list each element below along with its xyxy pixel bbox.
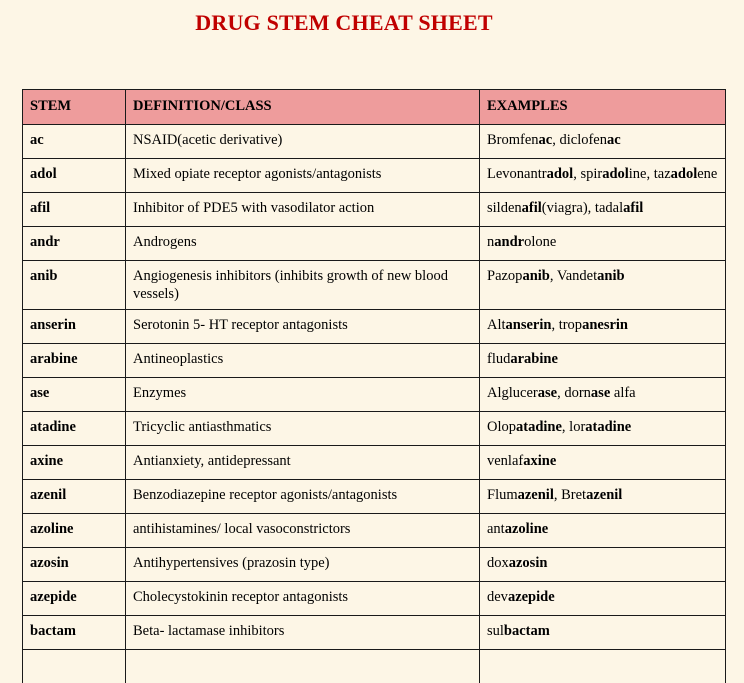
definition-cell: Mixed opiate receptor agonists/antagonists	[126, 159, 480, 193]
stem-cell: arabine	[23, 344, 126, 378]
stem-highlight: atadine	[516, 419, 562, 435]
example-text: , Bret	[553, 487, 587, 503]
example-text: Pazop	[487, 268, 523, 284]
column-header-examples: EXAMPLES	[480, 90, 726, 125]
example-text: flud	[487, 351, 511, 367]
stem-cell: ase	[23, 378, 126, 412]
definition-cell: antihistamines/ local vasoconstrictors	[126, 514, 480, 548]
stem-highlight: atadine	[585, 419, 632, 435]
stem-highlight: azenil	[517, 487, 554, 503]
example-text: Alglucer	[487, 385, 538, 401]
table-row	[23, 514, 726, 548]
example-text: dev	[487, 589, 508, 605]
definition-cell: Benzodiazepine receptor agonists/antagonists	[126, 480, 480, 514]
stem-highlight: adol	[546, 166, 574, 182]
table-row	[23, 378, 726, 412]
example-text: n	[487, 234, 495, 250]
empty-cell	[23, 650, 126, 683]
example-text: Bromfen	[487, 132, 539, 148]
stem-highlight: azosin	[508, 555, 548, 571]
table-row	[23, 227, 726, 261]
page-title: DRUG STEM CHEAT SHEET	[195, 10, 493, 35]
examples-cell	[480, 193, 726, 227]
example-text: (viagra), tadal	[541, 200, 624, 216]
example-text: silden	[487, 200, 522, 216]
stem-highlight: ac	[538, 132, 553, 148]
definition-cell: Antianxiety, antidepressant	[126, 446, 480, 480]
example-text: venlaf	[487, 453, 524, 469]
example-text: ine, taz	[628, 166, 671, 182]
definition-cell: Angiogenesis inhibitors (inhibits growth of new blood vessels)	[126, 261, 480, 310]
table-row	[23, 412, 726, 446]
definition-cell: Androgens	[126, 227, 480, 261]
table-row	[23, 159, 726, 193]
stem-cell: axine	[23, 446, 126, 480]
table-row	[23, 548, 726, 582]
table-row	[23, 310, 726, 344]
table-row	[23, 616, 726, 650]
stem-cell: azoline	[23, 514, 126, 548]
stem-cell: anserin	[23, 310, 126, 344]
examples-cell	[480, 378, 726, 412]
definition-cell: Enzymes	[126, 378, 480, 412]
stem-cell: ac	[23, 125, 126, 159]
table-body	[23, 125, 726, 683]
column-header-definition: DEFINITION/CLASS	[126, 90, 480, 125]
example-text: dox	[487, 555, 509, 571]
examples-cell	[480, 582, 726, 616]
stem-highlight: anesrin	[582, 317, 628, 333]
table-row	[23, 261, 726, 310]
stem-highlight: bactam	[503, 623, 550, 639]
example-text: ant	[487, 521, 505, 537]
examples-cell	[480, 159, 726, 193]
examples-cell	[480, 227, 726, 261]
table-row	[23, 480, 726, 514]
stem-highlight: azoline	[504, 521, 549, 537]
examples-cell	[480, 616, 726, 650]
examples-cell	[480, 480, 726, 514]
stem-cell: andr	[23, 227, 126, 261]
stem-cell: anib	[23, 261, 126, 310]
example-text: Olop	[487, 419, 516, 435]
empty-cell	[126, 650, 480, 683]
stem-highlight: anib	[597, 268, 625, 284]
examples-cell	[480, 514, 726, 548]
stem-highlight: afil	[623, 200, 644, 216]
definition-cell: Tricyclic antiasthmatics	[126, 412, 480, 446]
definition-cell: Serotonin 5- HT receptor antagonists	[126, 310, 480, 344]
examples-cell	[480, 446, 726, 480]
example-text: Levonantr	[487, 166, 547, 182]
definition-cell: Antihypertensives (prazosin type)	[126, 548, 480, 582]
example-text: , diclofen	[552, 132, 607, 148]
example-text: , lor	[561, 419, 586, 435]
stem-cell: bactam	[23, 616, 126, 650]
examples-cell	[480, 125, 726, 159]
table-row-partial	[23, 650, 726, 683]
stem-highlight: afil	[521, 200, 542, 216]
definition-cell: Cholecystokinin receptor antagonists	[126, 582, 480, 616]
drug-stem-table	[22, 89, 726, 683]
stem-cell: adol	[23, 159, 126, 193]
definition-cell: Beta- lactamase inhibitors	[126, 616, 480, 650]
examples-cell	[480, 548, 726, 582]
table-row	[23, 125, 726, 159]
table-row	[23, 193, 726, 227]
table-header-row	[23, 90, 726, 125]
stem-highlight: andr	[494, 234, 525, 250]
stem-highlight: azenil	[586, 487, 623, 503]
example-text: olone	[524, 234, 557, 250]
stem-highlight: ase	[537, 385, 558, 401]
table-row	[23, 344, 726, 378]
example-text: , Vandet	[549, 268, 598, 284]
definition-cell: Inhibitor of PDE5 with vasodilator action	[126, 193, 480, 227]
table-row	[23, 446, 726, 480]
stem-highlight: ac	[607, 132, 621, 148]
stem-highlight: anserin	[505, 317, 552, 333]
stem-highlight: adol	[602, 166, 629, 182]
stem-cell: afil	[23, 193, 126, 227]
example-text: ene	[697, 166, 718, 182]
column-header-stem: STEM	[23, 90, 126, 125]
example-text: sul	[487, 623, 504, 639]
example-text: , trop	[551, 317, 583, 333]
example-text: alfa	[610, 385, 636, 401]
empty-cell	[480, 650, 726, 683]
example-text: , dorn	[557, 385, 591, 401]
definition-cell: NSAID(acetic derivative)	[126, 125, 480, 159]
example-text: Alt	[487, 317, 506, 333]
stem-highlight: ase	[590, 385, 611, 401]
stem-cell: azenil	[23, 480, 126, 514]
stem-highlight: azepide	[507, 589, 555, 605]
stem-highlight: anib	[522, 268, 550, 284]
examples-cell	[480, 261, 726, 310]
examples-cell	[480, 344, 726, 378]
stem-highlight: adol	[670, 166, 698, 182]
examples-cell	[480, 310, 726, 344]
examples-cell	[480, 412, 726, 446]
example-text: Flum	[487, 487, 518, 503]
stem-cell: atadine	[23, 412, 126, 446]
table-row	[23, 582, 726, 616]
stem-cell: azosin	[23, 548, 126, 582]
example-text: , spir	[573, 166, 603, 182]
definition-cell: Antineoplastics	[126, 344, 480, 378]
stem-highlight: axine	[523, 453, 557, 469]
stem-highlight: arabine	[510, 351, 558, 367]
stem-cell: azepide	[23, 582, 126, 616]
